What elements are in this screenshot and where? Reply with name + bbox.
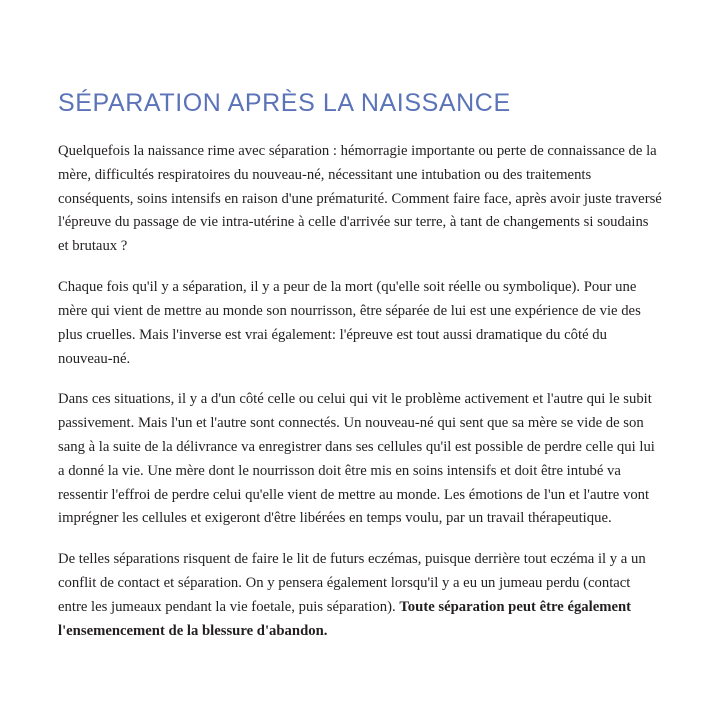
body-copy xyxy=(58,140,662,643)
paragraph-2: Chaque fois qu'il y a séparation, il y a peur de la mort (qu'elle soit réelle ou symbolique). Pour une mère qui vient de mettre au monde son nourrisson, être séparée de lui est une expérience de vie des plus cruelles. Mais l'inverse est vrai également: l'épreuve est tout aussi dramatique du côté du nouveau-né. xyxy=(58,279,641,367)
paragraph-4-emphasis: Toute séparation peut être également l'ensemencement de la blessure d'abandon. xyxy=(58,598,632,639)
paragraph-4 xyxy=(58,548,662,643)
page-title: SÉPARATION APRÈS LA NAISSANCE xyxy=(58,89,511,117)
paragraph-1: Quelquefois la naissance rime avec séparation : hémorragie importante ou perte de connaissance de la mère, difficultés respiratoires du nouveau-né, nécessitant une intubation ou des traitements conséquents, soins intensifs en raison d'une prématurité. Comment faire face, après avoir juste traversé l'épreuve du passage de vie intra-utérine à celle d'arrivée sur terre, à tant de changements si soudains et brutaux ? xyxy=(58,143,662,255)
paragraph-3: Dans ces situations, il y a d'un côté celle ou celui qui vit le problème activement et l'autre qui le subit passivement. Mais l'un et l'autre sont connectés. Un nouveau-né qui sent que sa mère se vide de son sang à la suite de la délivrance va enregistrer dans ses cellules qu'il est possible de perdre celle qui lui a donné la vie. Une mère dont le nourrisson doit être mis en soins intensifs et doit être intubé va ressentir l'effroi de perdre celui qu'elle vient de mettre au monde. Les émotions de l'un et l'autre vont imprégner les cellules et exigeront d'être libérées en temps voulu, par un travail thérapeutique. xyxy=(58,391,655,527)
paragraph-4-lead: De telles séparations risquent de faire le lit de futurs eczémas, puisque derrière tout eczéma il y a un conflit de contact et séparation. On y pensera également lorsqu'il y a eu un jumeau perdu (contact entre les jumeaux pendant la vie foetale, puis séparation). xyxy=(58,551,646,615)
